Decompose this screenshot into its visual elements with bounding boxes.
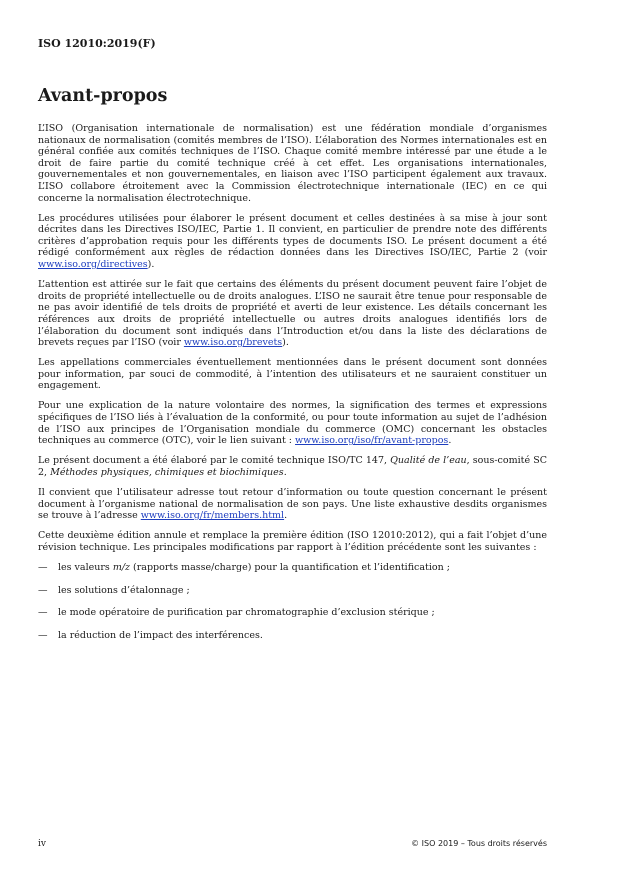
paragraph-6-end: . [283,466,287,478]
paragraph-6-text: Le présent document a été élaboré par le comité technique ISO/TC 147, [38,455,391,467]
paragraph-2-text: Les procédures utilisées pour élaborer le présent document et celles destinées à sa mise à jour sont décrites dans les Directives ISO/IEC, Partie 1. Il convient, en particulier de prendre note des différents critères d’approbation requis pour les différents types de documents ISO. Le présent document a été rédigé conformément aux règles de rédaction données dans les Directives ISO/IEC, Partie 2 (voir [38,212,547,259]
document-id-header: ISO 12010:2019(F) [38,37,156,50]
paragraph-7-end: . [284,510,288,522]
paragraph-5-text: Pour une explication de la nature volontaire des normes, la signification des termes et expressions spécifiques de l’ISO liés à l’évaluation de la conformité, ou pour toute information au sujet de l’adhésion de l’ISO aux principes de l’Organisation mondiale du commerce (OMC) concernant les obstacles techniques au commerce (OTC), voir le lien suivant : [38,400,547,447]
paragraph-6-mid: , sous-comité SC 2, [38,455,547,478]
members-link[interactable]: www.iso.org/fr/members.html [140,510,285,522]
paragraph-7-text: Il convient que l’utilisateur adresse tout retour d’information ou toute question concernant le présent document à l’organisme national de normalisation de son pays. Une liste exhaustive desdits organismes se trouve à l’adresse [38,487,547,522]
paragraph-7 [38,487,547,522]
paragraph-6-subcommittee: Méthodes physiques, chimiques et biochimiques [50,466,284,478]
paragraph-6 [38,455,547,478]
dash-bullet: — [38,629,48,641]
document-body [38,123,547,652]
paragraph-3 [38,279,547,349]
paragraph-5 [38,400,547,446]
list-item [38,562,547,574]
paragraph-5-end: . [448,435,452,447]
list-item-text-pre: les valeurs [58,562,113,573]
paragraph-4: Les appellations commerciales éventuellement mentionnées dans le présent document sont données pour information, par souci de commodité, à l’intention des utilisateurs et ne sauraient constituer un engagement. [38,357,547,392]
list-item-text: le mode opératoire de purification par chromatographie d’exclusion stérique ; [58,607,435,619]
list-item-text [58,562,450,574]
directives-link[interactable]: www.iso.org/directives [38,259,148,271]
list-item [38,585,547,597]
list-item [38,607,547,619]
dash-bullet: — [38,584,48,596]
paragraph-8: Cette deuxième édition annule et remplace la première édition (ISO 12010:2012), qui a fait l’objet d’une révision technique. Les principales modifications par rapport à l’édition précédente sont les suivantes : [38,530,547,553]
paragraph-2 [38,213,547,271]
dash-bullet: — [38,607,48,619]
paragraph-6-committee: Qualité de l’eau [390,455,467,467]
paragraph-3-text: L’attention est attirée sur le fait que certains des éléments du présent document peuvent faire l’objet de droits de propriété intellectuelle ou de droits analogues. L’ISO ne saurait être tenue pour responsable de ne pas avoir identifié de tels droits de propriété et averti de leur existence. Les détails concernant les références aux droits de propriété intellectuelle ou autres droits analogues identifiés lors de l’élaboration du document sont indiqués dans l’Introduction et/ou dans la liste des déclarations de brevets reçues par l’ISO (voir [38,279,547,349]
list-item [38,630,547,642]
paragraph-1: L’ISO (Organisation internationale de normalisation) est une fédération mondiale d’organismes nationaux de normalisation (comités membres de l’ISO). L’élaboration des Normes internationales est en général confiée aux comités techniques de l’ISO. Chaque comité membre intéressé par une étude a le droit de faire partie du comité technique créé à cet effet. Les organisations internationales, gouvernementales et non gouvernementales, en liaison avec l’ISO participent également aux travaux. L’ISO collabore étroitement avec la Commission électrotechnique internationale (IEC) en ce qui concerne la normalisation électrotechnique. [38,123,547,204]
page-number: iv [38,839,46,849]
brevets-link[interactable]: www.iso.org/brevets [183,337,283,349]
list-item-text: la réduction de l’impact des interférences. [58,629,263,641]
copyright-notice: © ISO 2019 – Tous droits réservés [411,839,547,848]
dash-bullet: — [38,562,48,573]
avant-propos-link[interactable]: www.iso.org/iso/fr/avant-propos [295,435,449,447]
changes-list [38,562,547,641]
list-item-text-post: (rapports masse/charge) pour la quantification et l’identification ; [130,562,450,573]
paragraph-3-end: ). [282,337,289,349]
paragraph-2-end: ). [147,259,155,271]
list-item-mz: m/z [112,562,131,573]
page-title: Avant-propos [38,86,168,106]
list-item-text: les solutions d’étalonnage ; [58,584,190,596]
